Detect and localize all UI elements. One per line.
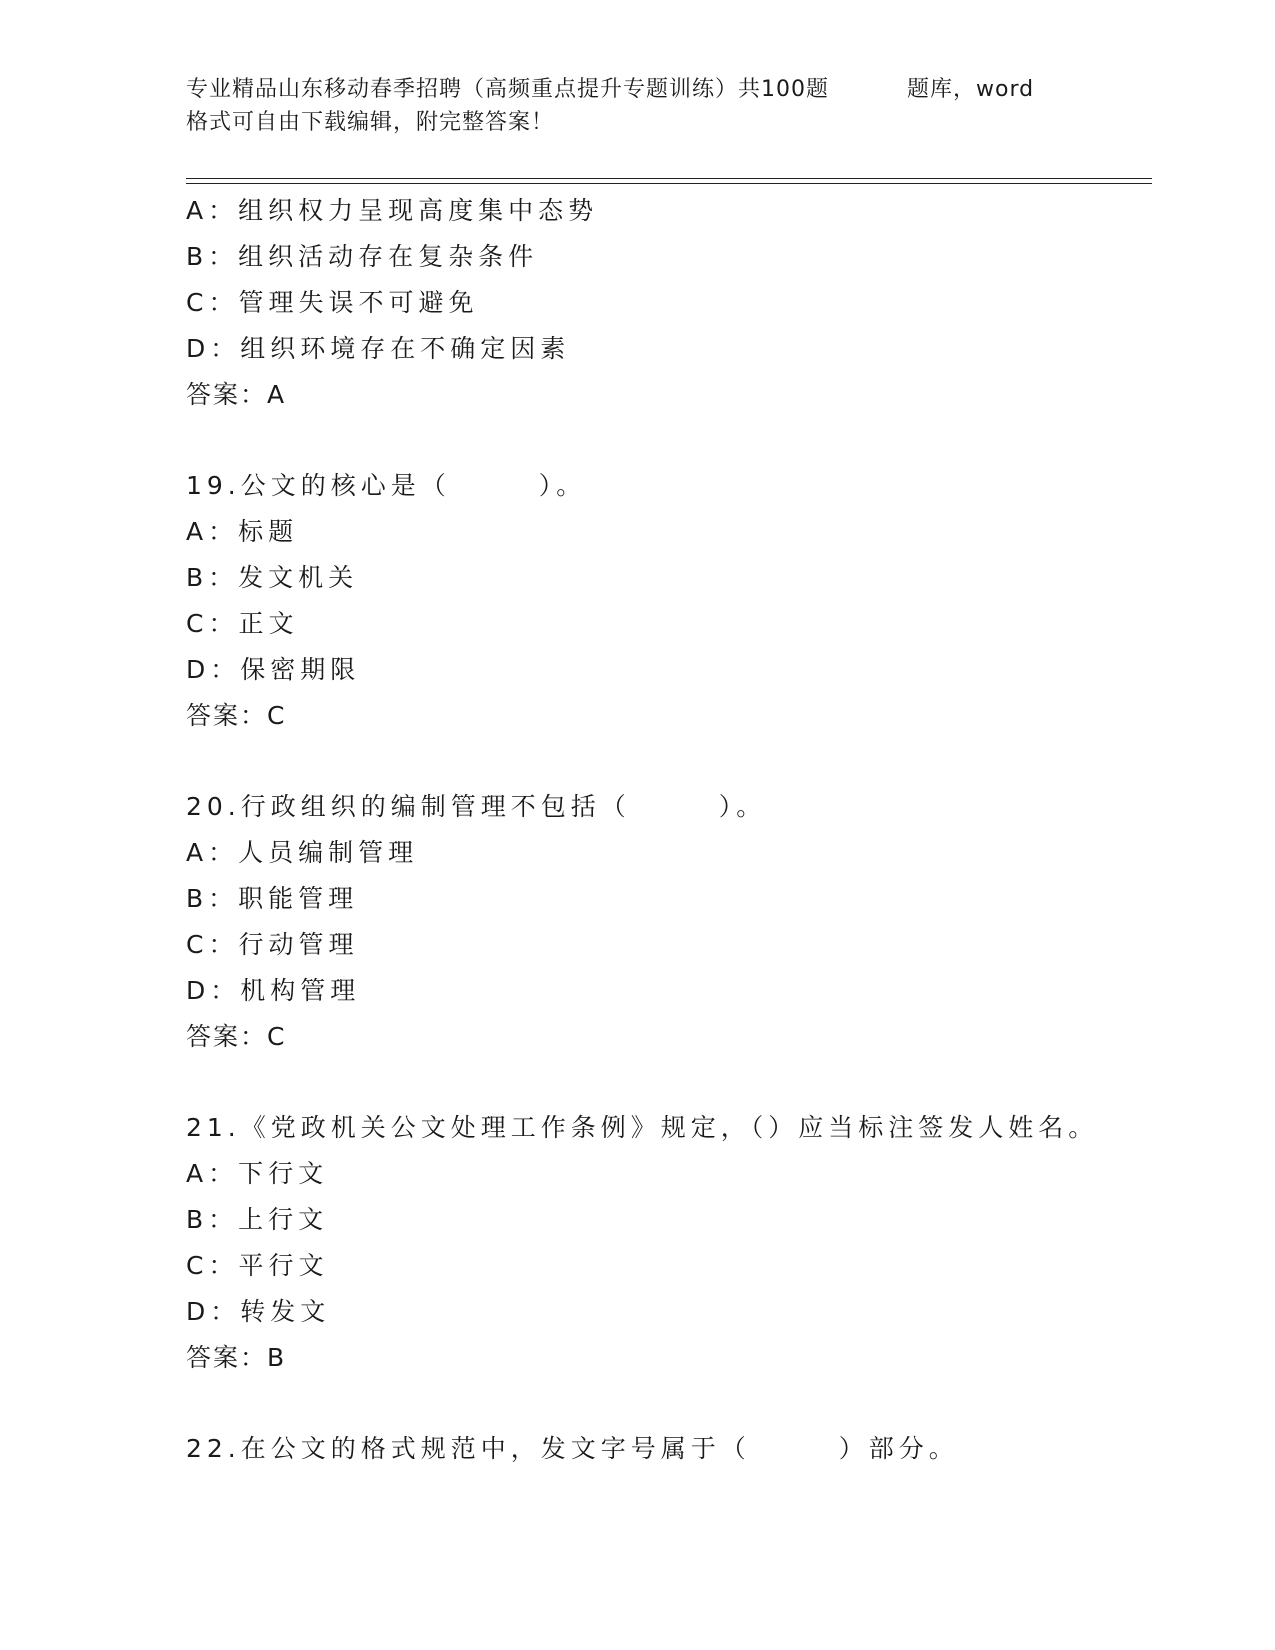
- question-stem: 20.行政组织的编制管理不包括（ ）。: [186, 792, 767, 821]
- answer: 答案：C: [186, 701, 287, 730]
- header-title: 专业精品山东移动春季招聘（高频重点提升专题训练）共100题: [186, 77, 829, 102]
- question-stem: 22.在公文的格式规范中，发文字号属于（ ）部分。: [186, 1434, 959, 1463]
- option-c: C：平行文: [186, 1251, 329, 1280]
- option-b: B：上行文: [186, 1205, 329, 1234]
- option-b: B：职能管理: [186, 884, 359, 913]
- option-b: B：组织活动存在复杂条件: [186, 242, 539, 271]
- question-list: [186, 188, 1146, 1472]
- question-20: [186, 784, 1146, 1060]
- option-a: A：下行文: [186, 1159, 329, 1188]
- option-d: D：组织环境存在不确定因素: [186, 334, 571, 363]
- option-c: C：管理失误不可避免: [186, 288, 479, 317]
- option-b: B：发文机关: [186, 563, 359, 592]
- answer: 答案：B: [186, 1343, 287, 1372]
- option-c: C：正文: [186, 609, 299, 638]
- option-d: D：保密期限: [186, 655, 361, 684]
- answer: 答案：A: [186, 380, 287, 409]
- option-c: C：行动管理: [186, 930, 359, 959]
- question-21: [186, 1105, 1146, 1381]
- question-22: [186, 1426, 1146, 1472]
- question-stem: 21.《党政机关公文处理工作条例》规定，（）应当标注签发人姓名。: [186, 1113, 1099, 1142]
- question-18: [186, 188, 1146, 418]
- question-stem: 19.公文的核心是（ ）。: [186, 471, 587, 500]
- option-a: A：组织权力呈现高度集中态势: [186, 196, 599, 225]
- question-19: [186, 463, 1146, 739]
- header-rule-top: [186, 178, 1152, 179]
- header-subtitle: 格式可自由下载编辑，附完整答案！: [186, 110, 555, 135]
- option-a: A：人员编制管理: [186, 838, 419, 867]
- option-d: D：转发文: [186, 1297, 331, 1326]
- header-rule-bottom: [186, 183, 1152, 184]
- answer: 答案：C: [186, 1022, 287, 1051]
- document-header: [186, 73, 1086, 139]
- header-title-suffix: 题库，word: [907, 77, 1035, 102]
- option-a: A：标题: [186, 517, 299, 546]
- option-d: D：机构管理: [186, 976, 361, 1005]
